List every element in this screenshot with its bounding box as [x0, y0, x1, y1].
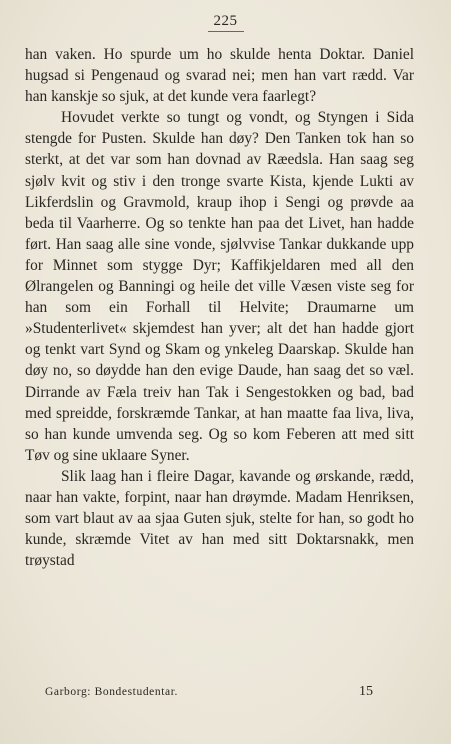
- sheet-number: 15: [359, 684, 373, 699]
- page-number-text: 225: [208, 12, 244, 32]
- page-footer: [45, 684, 373, 700]
- paragraph-3: Slik laag han i fleire Dagar, kavande og ørskande, rædd, naar han vakte, forpint, naar han drøymde. Madam Henriksen, som vart blaut av aa sjaa Guten sjuk, stelte for han, so godt ho kunde, skræmde Vitet av han med sitt Doktarsnakk, men trøystad: [25, 467, 414, 570]
- page-number: [0, 12, 451, 32]
- body-text: [25, 44, 414, 571]
- paragraph-2: Hovudet verkte so tungt og vondt, og Styngen i Sida stengde for Pusten. Skulde han døy? Den Tanken tok han so sterkt, at det var som han dovnad av Ræedsla. Han saag seg sjølv kvit og stiv i den tronge svarte Kista, kjende Lukti av Likferdslin og Gravmold, kraup ihop i Sengi og prøvde aa beda til Vaarherre. Og so tenkte han paa det Livet, han hadde ført. Han saag alle sine vonde, sjølvvise Tankar dukkande upp for Minnet som stygge Dyr; Kaffikjeldaren med all den Ølrangelen og Banningi og heile det ville Væsen viste seg for han som ein Forhall til Helvite; Draumarne um »Studenterlivet« skjemdest han yver; alt det han hadde gjort og tenkt vart Synd og Skam og ynkeleg Daarskap. Skulde han døy no, so døydde han den evige Daude, han saag det so væl. Dirrande av Fæla treiv han Tak i Sengestokken og bad, bad med spreidde, forskræmde Tankar, at han maatte faa liva, liva, so han kunde umvenda seg. Og so kom Feberen att med sitt Tøv og sine uklaare Syner.: [25, 109, 414, 464]
- printer-signature: Garborg: Bondestudentar.: [45, 686, 178, 698]
- paragraph-1: han vaken. Ho spurde um ho skulde henta Doktar. Daniel hugsad si Pengenaud og svarad nei; men han vart rædd. Var han kanskje so sjuk, at det kunde vera faarlegt?: [25, 46, 414, 106]
